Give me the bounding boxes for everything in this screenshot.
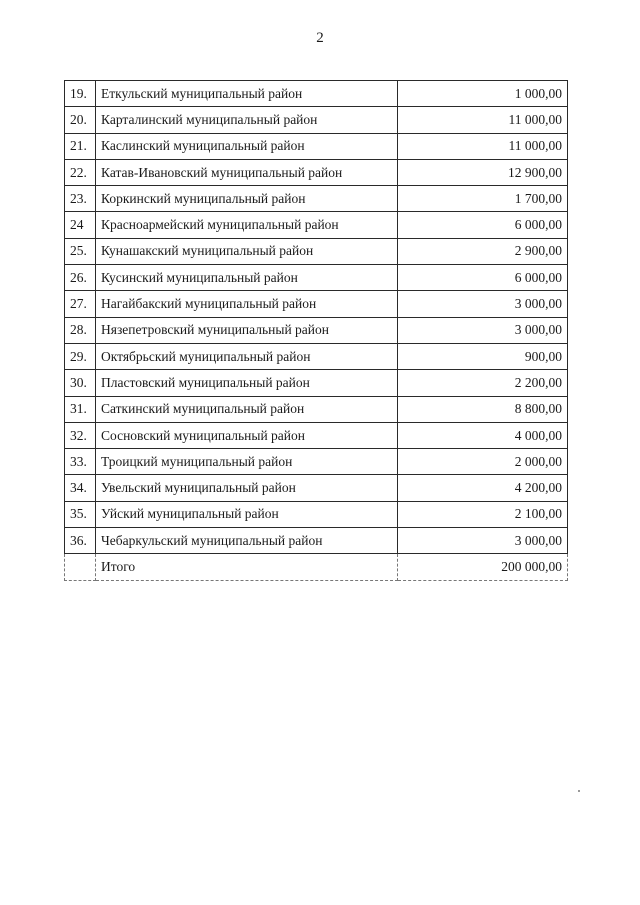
district-name: Троицкий муниципальный район [96,449,398,475]
district-name: Нязепетровский муниципальный район [96,317,398,343]
table-row [65,370,568,396]
scan-artifact [578,790,580,792]
amount-value: 2 900,00 [398,238,568,264]
table-row [65,317,568,343]
table-row [65,81,568,107]
row-number: 29. [65,343,96,369]
amount-value: 2 200,00 [398,370,568,396]
table-row [65,291,568,317]
district-name: Карталинский муниципальный район [96,107,398,133]
row-number: 22. [65,159,96,185]
district-name: Еткульский муниципальный район [96,81,398,107]
table-row [65,449,568,475]
row-number: 36. [65,528,96,554]
table-row [65,133,568,159]
table-row [65,107,568,133]
amount-value: 1 700,00 [398,186,568,212]
table-row [65,159,568,185]
amount-value: 3 000,00 [398,291,568,317]
table-row [65,343,568,369]
district-name: Пластовский муниципальный район [96,370,398,396]
amount-value: 11 000,00 [398,133,568,159]
table-row [65,528,568,554]
district-name: Кусинский муниципальный район [96,265,398,291]
row-number: 30. [65,370,96,396]
table-row [65,186,568,212]
total-row [65,554,568,580]
amount-value: 8 800,00 [398,396,568,422]
row-number: 19. [65,81,96,107]
row-number: 25. [65,238,96,264]
amount-value: 6 000,00 [398,265,568,291]
row-number: 27. [65,291,96,317]
row-number: 34. [65,475,96,501]
row-number: 20. [65,107,96,133]
table-row [65,501,568,527]
amount-value: 4 200,00 [398,475,568,501]
table-row [65,475,568,501]
amount-value: 900,00 [398,343,568,369]
amount-value: 1 000,00 [398,81,568,107]
district-name: Октябрьский муниципальный район [96,343,398,369]
amount-value: 11 000,00 [398,107,568,133]
amount-value: 2 100,00 [398,501,568,527]
amount-value: 3 000,00 [398,528,568,554]
table-row [65,396,568,422]
table-row [65,422,568,448]
district-name: Чебаркульский муниципальный район [96,528,398,554]
allocation-table-body [65,81,568,581]
row-number: 35. [65,501,96,527]
row-number: 28. [65,317,96,343]
total-label: Итого [96,554,398,580]
district-name: Нагайбакский муниципальный район [96,291,398,317]
row-number: 31. [65,396,96,422]
row-number: 33. [65,449,96,475]
row-number: 26. [65,265,96,291]
total-amount: 200 000,00 [398,554,568,580]
table-row [65,265,568,291]
table-row [65,212,568,238]
district-name: Кунашакский муниципальный район [96,238,398,264]
row-number: 24 [65,212,96,238]
page-number: 2 [316,30,324,46]
district-name: Сосновский муниципальный район [96,422,398,448]
district-name: Каслинский муниципальный район [96,133,398,159]
district-name: Красноармейский муниципальный район [96,212,398,238]
district-name: Саткинский муниципальный район [96,396,398,422]
amount-value: 6 000,00 [398,212,568,238]
amount-value: 2 000,00 [398,449,568,475]
allocation-table [64,80,568,581]
district-name: Катав-Ивановский муниципальный район [96,159,398,185]
row-number: 32. [65,422,96,448]
amount-value: 12 900,00 [398,159,568,185]
district-name: Уйский муниципальный район [96,501,398,527]
district-name: Увельский муниципальный район [96,475,398,501]
row-number: 23. [65,186,96,212]
total-row-number [65,554,96,580]
district-name: Коркинский муниципальный район [96,186,398,212]
amount-value: 4 000,00 [398,422,568,448]
table-row [65,238,568,264]
row-number: 21. [65,133,96,159]
amount-value: 3 000,00 [398,317,568,343]
